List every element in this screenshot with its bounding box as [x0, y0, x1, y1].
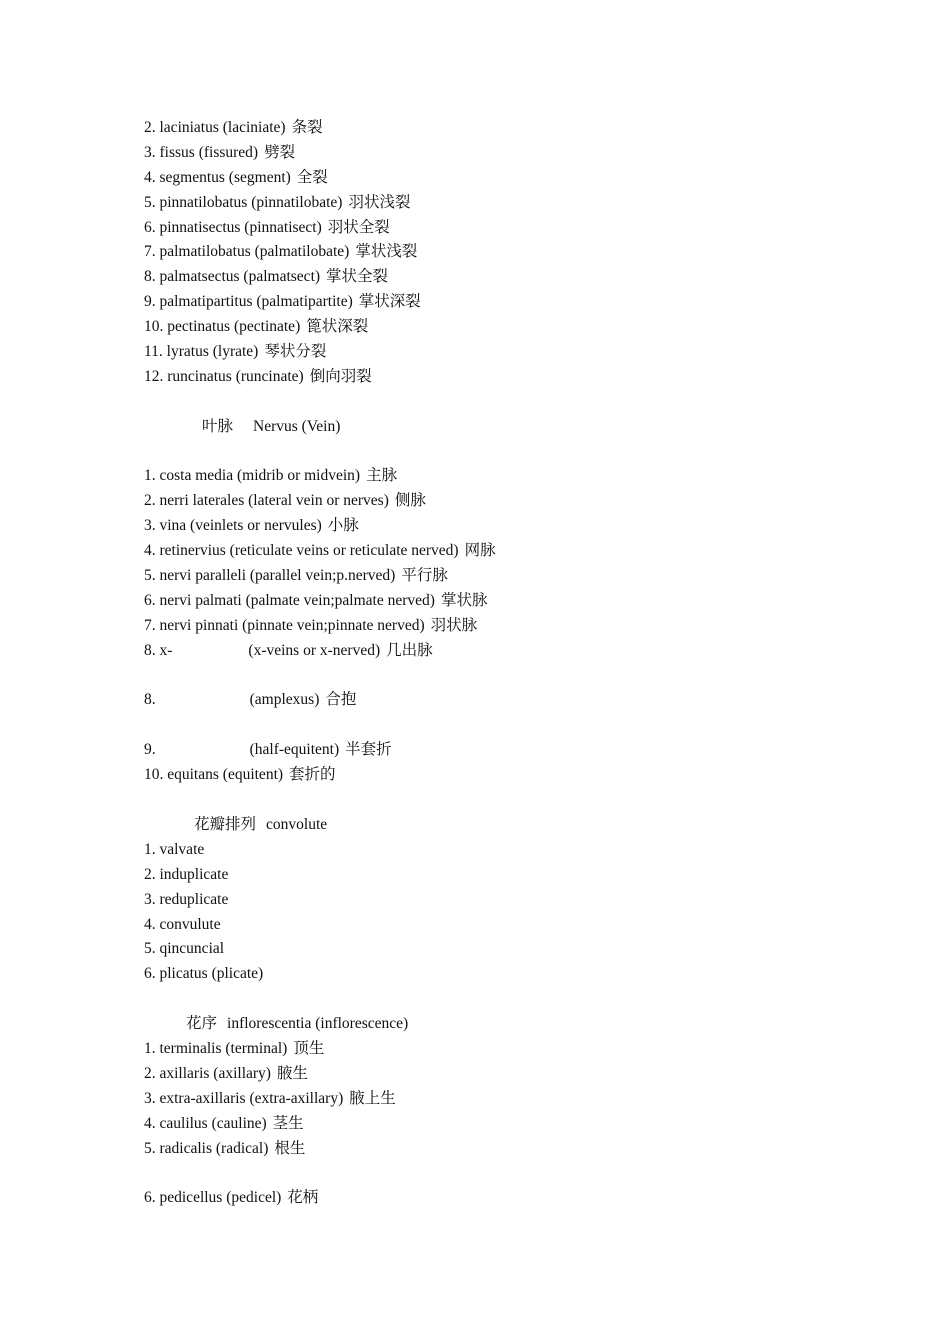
- item-term: 3. vina (veinlets or nervules): [144, 517, 322, 535]
- list-item: [144, 1112, 844, 1137]
- item-term: 3. fissus (fissured): [144, 143, 259, 161]
- inflorescence-list: [144, 1037, 844, 1161]
- item-term: 11. lyratus (lyrate): [144, 343, 259, 361]
- item-chinese: 几出脉: [386, 641, 433, 659]
- item-term: 10. equitans (equitent): [144, 766, 284, 784]
- spacer: [144, 987, 844, 1012]
- item-term: 12. runcinatus (runcinate): [144, 367, 304, 385]
- item-term: 7. palmatilobatus (palmatilobate): [144, 243, 350, 261]
- item-chinese: 腋生: [276, 1064, 308, 1082]
- leaf-division-list: [144, 116, 844, 390]
- item-chinese: 掌状全裂: [326, 268, 389, 286]
- item-chinese: 合抱: [325, 691, 357, 709]
- item-term: 7. nervi pinnati (pinnate vein;pinnate nerved): [144, 616, 425, 634]
- item-chinese: 羽状脉: [430, 616, 478, 634]
- item-chinese: 花柄: [287, 1189, 319, 1207]
- item-term: 10. pectinatus (pectinate): [144, 318, 301, 336]
- item-term: 5. nervi paralleli (parallel vein;p.nerved): [144, 567, 396, 585]
- list-item: [144, 1087, 844, 1112]
- item-term: 1. terminalis (terminal): [144, 1039, 288, 1057]
- item-chinese: 腋上生: [349, 1089, 396, 1107]
- list-item: [144, 639, 844, 664]
- list-item-half-equitent: [144, 738, 844, 763]
- item-term: (x-veins or x-nerved): [248, 641, 381, 659]
- list-item: [144, 514, 844, 539]
- item-term: 3. extra-axillaris (extra-axillary): [144, 1089, 344, 1107]
- list-item: [144, 315, 844, 340]
- list-item-equitans: [144, 763, 844, 788]
- item-chinese: 半套折: [345, 741, 392, 759]
- item-chinese: 顶生: [293, 1039, 325, 1057]
- item-term: 9. palmatipartitus (palmatipartite): [144, 293, 353, 311]
- list-item: 1. valvate: [144, 840, 205, 858]
- list-item: 3. reduplicate: [144, 890, 229, 908]
- section-heading-convolute: [144, 813, 844, 838]
- heading-chinese: 花瓣排列: [194, 815, 257, 833]
- heading-chinese: 叶脉: [202, 417, 234, 435]
- convolute-list: [144, 838, 844, 987]
- list-item: [144, 340, 844, 365]
- list-item: [144, 1037, 844, 1062]
- list-item: [144, 116, 844, 141]
- spacer: [144, 788, 844, 813]
- item-chinese: 羽状浅裂: [348, 193, 411, 211]
- list-item: [144, 489, 844, 514]
- item-chinese: 网脉: [464, 542, 496, 560]
- list-item: [144, 464, 844, 489]
- item-chinese: 掌状深裂: [358, 293, 421, 311]
- item-term: 4. retinervius (reticulate veins or reticulate nerved): [144, 542, 459, 560]
- item-term: 6. pedicellus (pedicel): [144, 1189, 282, 1207]
- item-chinese: 掌状脉: [440, 591, 488, 609]
- item-term: 4. segmentus (segment): [144, 168, 291, 186]
- list-item: 6. plicatus (plicate): [144, 965, 264, 983]
- list-item: [144, 614, 844, 639]
- section-heading-vein: [144, 415, 844, 440]
- item-term: 5. radicalis (radical): [144, 1139, 269, 1157]
- item-term: 6. nervi palmati (palmate vein;palmate nerved): [144, 591, 435, 609]
- list-item: [144, 141, 844, 166]
- list-item: 4. convulute: [144, 915, 221, 933]
- list-item: [144, 265, 844, 290]
- item-chinese: 羽状全裂: [327, 218, 390, 236]
- list-item-amplexus: [144, 688, 844, 713]
- item-term: 4. caulilus (cauline): [144, 1114, 267, 1132]
- item-chinese: 平行脉: [401, 567, 448, 585]
- list-item: [144, 240, 844, 265]
- list-item: [144, 191, 844, 216]
- section-heading-inflorescence: [144, 1012, 844, 1037]
- item-chinese: 掌状浅裂: [355, 243, 418, 261]
- list-item: [144, 564, 844, 589]
- heading-latin: inflorescentia (inflorescence): [227, 1015, 409, 1033]
- heading-chinese: 花序: [186, 1015, 218, 1033]
- item-chinese: 篦状深裂: [306, 318, 369, 336]
- list-item: [144, 290, 844, 315]
- list-item: 5. qincuncial: [144, 940, 225, 958]
- item-term: 2. axillaris (axillary): [144, 1064, 271, 1082]
- spacer: [144, 664, 844, 689]
- document-page: [144, 116, 844, 1211]
- vein-list: [144, 464, 844, 663]
- item-term: 2. nerri laterales (lateral vein or nerves): [144, 492, 389, 510]
- heading-latin: convolute: [266, 815, 328, 833]
- item-number: 8.: [144, 691, 156, 709]
- heading-latin: Nervus (Vein): [253, 417, 341, 435]
- list-item: [144, 365, 844, 390]
- list-item: [144, 1062, 844, 1087]
- item-chinese: 茎生: [272, 1114, 304, 1132]
- item-term: 1. costa media (midrib or midvein): [144, 467, 361, 485]
- spacer: [144, 1161, 844, 1186]
- item-chinese: 条裂: [291, 119, 323, 136]
- list-item-pedicel: [144, 1186, 844, 1211]
- item-chinese: 全裂: [296, 168, 328, 186]
- item-term: (amplexus): [249, 691, 320, 709]
- spacer: [144, 713, 844, 738]
- spacer: [144, 440, 844, 465]
- item-term: 8. palmatsectus (palmatsect): [144, 268, 321, 286]
- list-item: [144, 539, 844, 564]
- item-chinese: 根生: [274, 1139, 306, 1157]
- item-chinese: 小脉: [327, 517, 359, 535]
- spacer: [144, 390, 844, 415]
- list-item: [144, 589, 844, 614]
- item-chinese: 劈裂: [264, 143, 296, 161]
- item-chinese: 倒向羽裂: [309, 367, 372, 385]
- item-chinese: 套折的: [289, 766, 336, 784]
- item-term: 6. pinnatisectus (pinnatisect): [144, 218, 322, 236]
- item-term: 5. pinnatilobatus (pinnatilobate): [144, 193, 343, 211]
- item-number: 8. x-: [144, 641, 173, 659]
- item-number: 9.: [144, 741, 156, 759]
- list-item: [144, 216, 844, 241]
- item-chinese: 主脉: [366, 467, 398, 485]
- item-chinese: 琴状分裂: [264, 343, 327, 361]
- list-item: [144, 1137, 844, 1162]
- item-chinese: 侧脉: [394, 492, 426, 510]
- list-item: [144, 166, 844, 191]
- item-term: 2. laciniatus (laciniate): [144, 119, 286, 136]
- item-term: (half-equitent): [249, 741, 340, 759]
- list-item: 2. induplicate: [144, 865, 229, 883]
